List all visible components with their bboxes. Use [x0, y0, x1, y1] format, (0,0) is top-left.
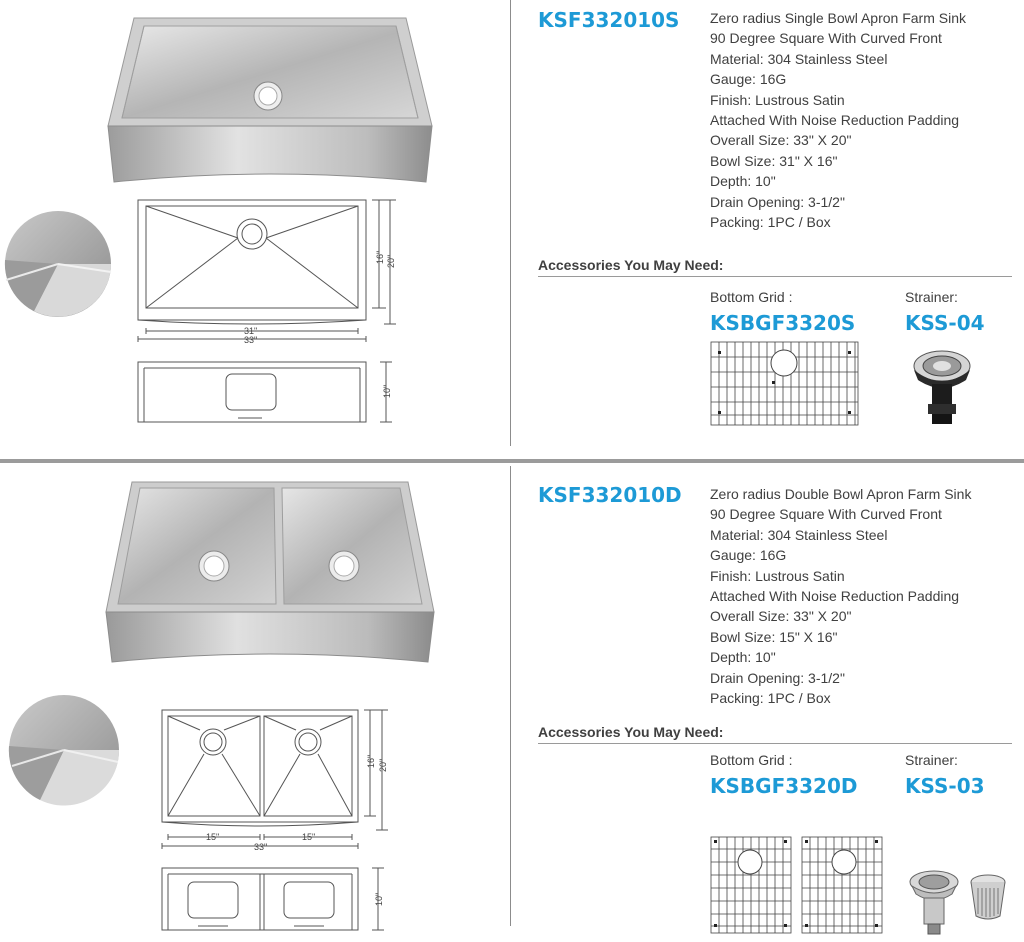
spec-line: Finish: Lustrous Satin: [710, 567, 845, 584]
accessories-heading: Accessories You May Need:: [538, 257, 724, 273]
sink-photo-double: [104, 478, 436, 664]
spec-line: Attached With Noise Reduction Padding: [710, 112, 960, 129]
spec-line: Drain Opening: 3-1/2": [710, 193, 845, 210]
spec-line: Drain Opening: 3-1/2": [710, 669, 845, 686]
spec-line: Gauge: 16G: [710, 71, 787, 88]
dim-inner-width: 31": [244, 326, 258, 336]
bottom-grid-code: KSBGF3320S: [710, 311, 856, 335]
spec-line: 90 Degree Square With Curved Front: [710, 30, 942, 47]
product-section-single: [0, 0, 1024, 455]
dim-depth: 10": [374, 892, 384, 906]
dim-inner-height: 16": [366, 754, 376, 768]
spec-line: Bowl Size: 31" X 16": [710, 152, 838, 169]
column-divider: [510, 0, 511, 446]
dim-right-bowl-width: 15": [302, 832, 316, 842]
spec-line: Zero radius Single Bowl Apron Farm Sink: [710, 10, 966, 26]
accessories-heading: Accessories You May Need:: [538, 724, 724, 740]
spec-line: Material: 304 Stainless Steel: [710, 526, 888, 543]
accessories-rule: [538, 276, 1012, 277]
column-divider: [510, 466, 511, 926]
spec-line: Depth: 10": [710, 649, 776, 666]
spec-list: [710, 8, 966, 232]
dim-outer-height: 20": [386, 254, 396, 268]
strainer-label: Strainer:: [905, 289, 958, 305]
dim-depth: 10": [382, 384, 392, 398]
product-section-double: [0, 466, 1024, 942]
dim-outer-width: 33": [254, 842, 268, 852]
dim-inner-height: 16": [375, 250, 385, 264]
strainer-code: KSS-04: [905, 311, 985, 335]
strainer-label: Strainer:: [905, 752, 958, 768]
bottom-grid-code: KSBGF3320D: [710, 774, 858, 798]
accessories-rule: [538, 743, 1012, 744]
bottom-grid-label: Bottom Grid :: [710, 752, 793, 768]
strainer-image-single: [910, 348, 974, 428]
section-separator: [0, 459, 1024, 463]
model-number: KSF332010S: [538, 8, 680, 32]
spec-line: Packing: 1PC / Box: [710, 690, 831, 707]
strainer-code: KSS-03: [905, 774, 985, 798]
dim-outer-height: 20": [378, 758, 388, 772]
spec-line: Gauge: 16G: [710, 547, 787, 564]
dim-outer-width: 33": [244, 335, 258, 345]
bottom-grid-label: Bottom Grid :: [710, 289, 793, 305]
top-view-drawing-single: [134, 196, 414, 346]
spec-line: Depth: 10": [710, 173, 776, 190]
spec-line: Zero radius Double Bowl Apron Farm Sink: [710, 486, 972, 502]
bottom-grid-image-single: [710, 341, 860, 427]
strainer-image-double: [906, 868, 1016, 938]
spec-line: 90 Degree Square With Curved Front: [710, 506, 942, 523]
sink-photo-single: [104, 14, 436, 184]
bottom-grid-image-double: [710, 836, 890, 936]
spec-list: [710, 484, 971, 708]
top-view-drawing-double: [158, 706, 408, 856]
corner-detail-circle: [4, 210, 112, 318]
spec-line: Bowl Size: 15" X 16": [710, 628, 838, 645]
spec-line: Attached With Noise Reduction Padding: [710, 588, 960, 605]
spec-line: Material: 304 Stainless Steel: [710, 50, 888, 67]
corner-detail-circle: [8, 694, 120, 806]
spec-line: Finish: Lustrous Satin: [710, 91, 845, 108]
dim-left-bowl-width: 15": [206, 832, 220, 842]
model-number: KSF332010D: [538, 483, 682, 507]
front-view-drawing-single: [134, 358, 404, 428]
spec-line: Packing: 1PC / Box: [710, 214, 831, 231]
spec-line: Overall Size: 33" X 20": [710, 132, 852, 149]
front-view-drawing-double: [158, 864, 408, 936]
spec-line: Overall Size: 33" X 20": [710, 608, 852, 625]
